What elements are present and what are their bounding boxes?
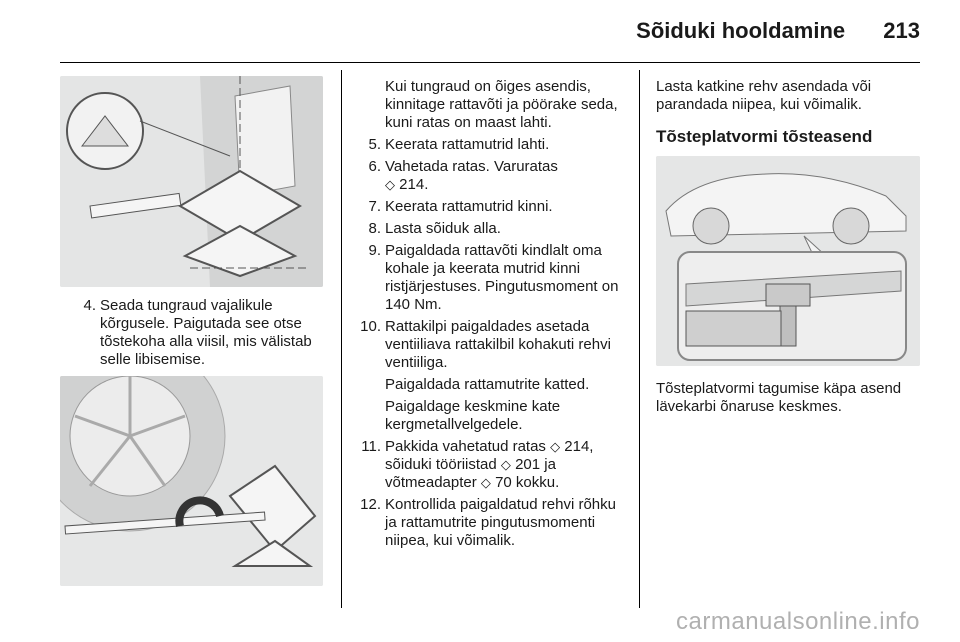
step-10 [360, 318, 625, 372]
reference-icon: ◇ [480, 475, 491, 490]
step-10-note-2: Paigaldage keskmine kate kergmetallvelgedele. [385, 398, 561, 433]
step-12 [360, 496, 625, 550]
step-6 [368, 158, 625, 194]
step-11-line1: Pakkida vahetatud ratas [385, 438, 546, 455]
header-rule [60, 62, 920, 63]
section-heading: Tõsteplatvormi tõsteasend [656, 127, 873, 146]
step-11-number: 11. [361, 438, 381, 455]
step-9-number: 9. [368, 242, 381, 259]
step-5-text: Keerata rattamutrid lahti. [385, 136, 550, 153]
step-4-number: 4. [83, 297, 96, 314]
column-divider-1 [341, 70, 342, 608]
step-9 [368, 242, 625, 314]
step-10-text: Rattakilpi paigaldades asetada ventiiliava rattakilbil kohakuti rehvi ventiiliga. [385, 318, 611, 371]
intro-paragraph: Kui tungraud on õiges asendis, kinnitage rattavõti ja pöörake seda, kuni ratas on maast lahti. [385, 78, 618, 131]
step-5 [368, 136, 625, 154]
step-11-ref2[interactable]: 201 ja [515, 456, 556, 473]
step-12-text: Kontrollida paigaldatud rehvi rõhku ja rattamutrite pingutusmomenti niipea, kui võimalik. [385, 496, 616, 549]
column-divider-2 [639, 70, 640, 608]
page-title: Sõiduki hooldamine [636, 18, 846, 43]
watermark: carmanualsonline.info [676, 608, 920, 635]
figure-caption: Tõsteplatvormi tagumise käpa asend lävekarbi õnaruse keskmes. [656, 380, 902, 415]
step-7-number: 7. [368, 198, 381, 215]
step-8-number: 8. [368, 220, 381, 237]
step-7-text: Keerata rattamutrid kinni. [385, 198, 553, 215]
step-11-ref1[interactable]: 214, [564, 438, 594, 455]
step-6-ref[interactable]: 214. [399, 176, 429, 193]
jack-lifting-wheel-illustration [60, 376, 323, 586]
step-10-note-1: Paigaldada rattamutrite katted. [385, 376, 590, 393]
step-8-text: Lasta sõiduk alla. [385, 220, 501, 237]
step-8 [368, 220, 625, 238]
step-10-number: 10. [360, 318, 381, 335]
step-11-ref3[interactable]: 70 kokku. [495, 474, 560, 491]
right-intro: Lasta katkine rehv asendada või parandada niipea, kui võimalik. [656, 78, 872, 113]
page-header [636, 18, 920, 44]
step-4 [83, 297, 324, 369]
right-column-text [656, 78, 920, 158]
page-number: 213 [883, 18, 920, 43]
left-column-text [83, 297, 324, 373]
jack-under-car-illustration [60, 76, 323, 287]
step-9-text: Paigaldada rattavõti kindlalt oma kohale ja keerata mutrid kinni ristjärjestuses. Pingutusmoment on 140 Nm. [385, 242, 619, 313]
step-11 [361, 438, 625, 492]
step-6-number: 6. [368, 158, 381, 175]
reference-icon: ◇ [550, 439, 561, 454]
step-7 [368, 198, 625, 216]
step-6-text: Vahetada ratas. Varuratas [385, 158, 558, 175]
step-4-text: Seada tungraud vajalikule kõrgusele. Paigutada see otse tõstekoha alla viisil, mis välistab selle libisemise. [100, 297, 312, 368]
step-11-line3: võtmeadapter [385, 474, 477, 491]
right-caption [656, 380, 926, 420]
middle-column-text [360, 78, 625, 554]
reference-icon: ◇ [385, 177, 395, 192]
lift-platform-illustration [656, 156, 920, 366]
step-5-number: 5. [368, 136, 381, 153]
step-12-number: 12. [360, 496, 381, 513]
reference-icon: ◇ [500, 457, 511, 472]
step-11-line2: sõiduki tööriistad [385, 456, 497, 473]
